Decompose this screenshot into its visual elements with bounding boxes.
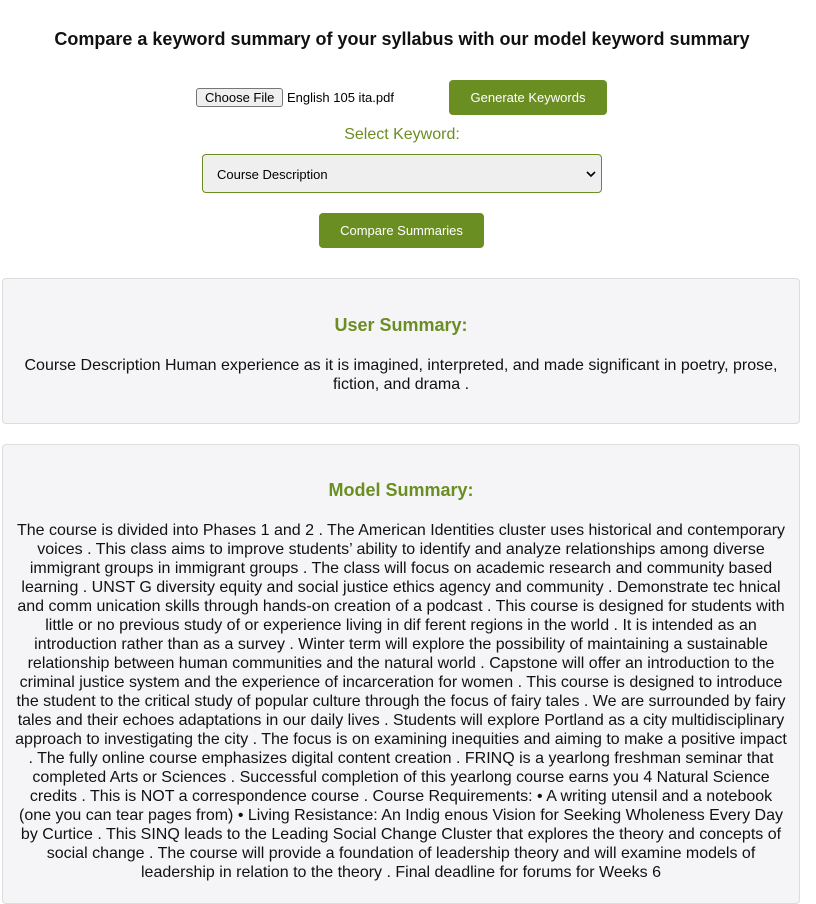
user-summary-panel: [2, 278, 800, 424]
compare-summaries-button[interactable]: Compare Summaries: [319, 213, 484, 248]
file-upload-row: [0, 80, 816, 115]
chevron-down-icon: [585, 168, 597, 180]
select-keyword-label: Select Keyword:: [344, 126, 460, 143]
keyword-select-value: Course Description: [217, 167, 328, 182]
selected-file-name: English 105 ita.pdf: [287, 90, 394, 105]
generate-keywords-button[interactable]: Generate Keywords: [449, 80, 607, 115]
keyword-select[interactable]: [202, 154, 602, 193]
page-title: Compare a keyword summary of your syllabus with our model keyword summary: [54, 29, 750, 49]
user-summary-text: Course Description Human experience as it is imagined, interpreted, and made significant in poetry, prose, fiction, and drama .: [24, 357, 778, 393]
model-summary-heading: Model Summary:: [328, 480, 474, 500]
model-summary-panel: [2, 444, 800, 904]
model-summary-text: The course is divided into Phases 1 and 2 . The American Identities cluster uses historical and contemporary voices . This class aims to improve students’ ability to identify and analyze relationships among diverse immigrant groups in immigrant groups . The class will focus on academic research and community based learning . UNST G diversity equity and social justice ethics agency and community . Demonstrate tec hnical and comm unication skills through hands-on creation of a podcast . This course is designed for students with little or no previous study of or experience living in dif ferent regions in the world . It is intended as an introduction rather than as a survey . Winter term will explore the possibility of maintaining a sustainable relationship between human communities and the natural world . Capstone will offer an introduction to the criminal justice system and the experience of incarceration for women . This course is designed to introduce the student to the critical study of popular culture through the focus of fairy tales . We are surrounded by fairy tales and their echoes adaptations in our daily lives . Students will explore Portland as a city multidisciplinary approach to investigating the city . The focus is on examining inequities and aiming to make a positive impact . The fully online course emphasizes digital content creation . FRINQ is a yearlong freshman seminar that completed Arts or Sciences . Successful completion of this yearlong course earns you 4 Natural Science credits . This is NOT a correspondence course . Course Requirements: • A writing utensil and a notebook (one you can tear pages from) • Living Resistance: An Indig enous Vision for Seeking Wholeness Every Day by Curtice . This SINQ leads to the Leading Social Change Cluster that explores the theory and concepts of social change . The course will provide a foundation of leadership theory and will examine models of leadership in relation to the theory . Final deadline for forums for Weeks 6: [15, 522, 787, 881]
choose-file-button[interactable]: Choose File: [196, 88, 283, 107]
user-summary-heading: User Summary:: [334, 315, 468, 335]
